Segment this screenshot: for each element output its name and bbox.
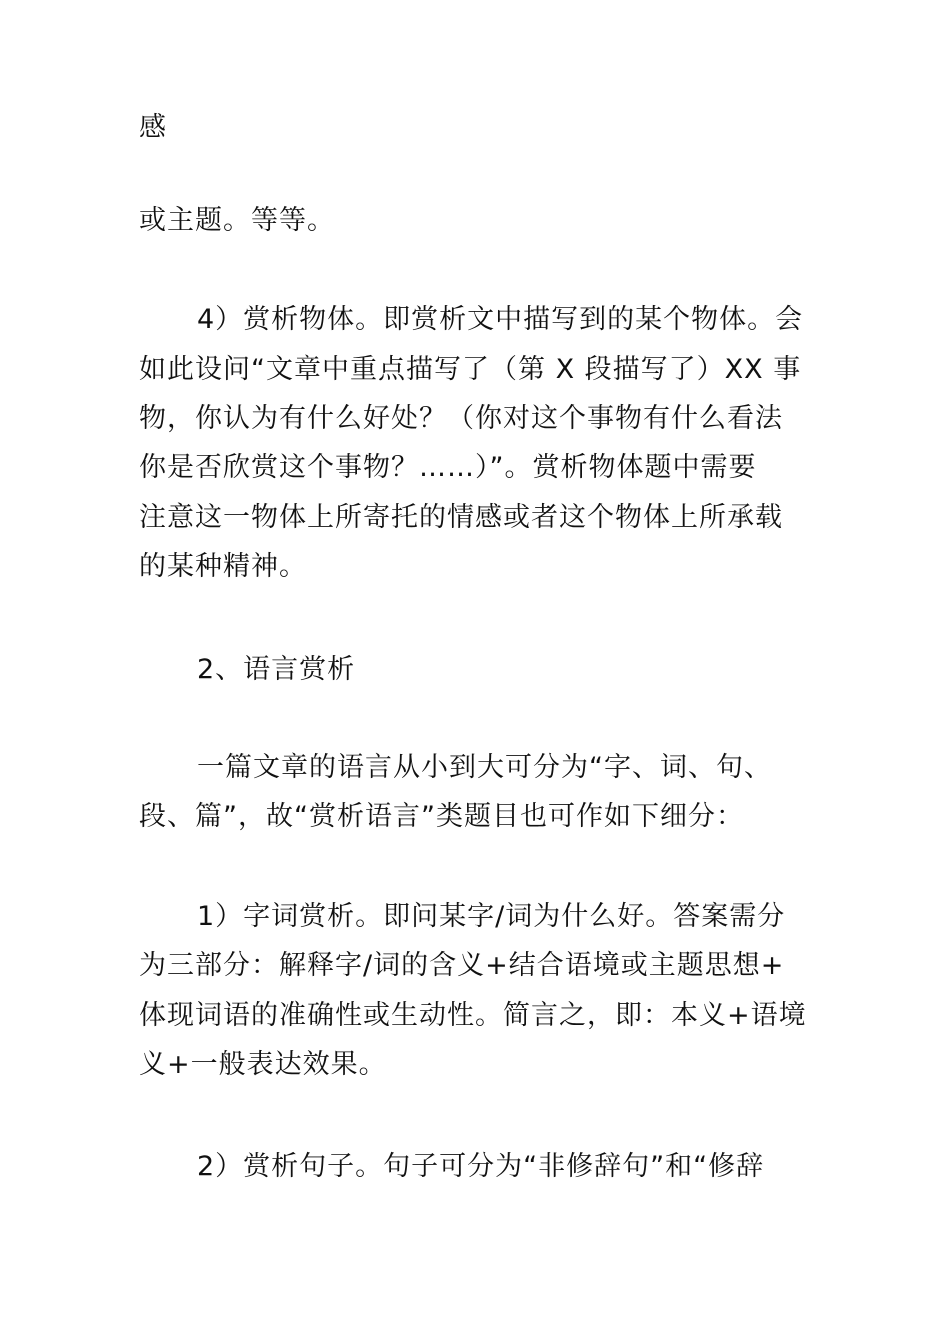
text-line-1: 感 xyxy=(139,112,167,143)
text-line-2: 或主题。等等。 xyxy=(139,205,335,236)
paragraph-4-line-3: 物，你认为有什么好处？（你对这个事物有什么看法 xyxy=(139,403,783,434)
language-intro-line-2: 段、篇”，故“赏析语言”类题目也可作如下细分： xyxy=(139,801,744,832)
word-analysis-line-4: 义+一般表达效果。 xyxy=(139,1049,387,1080)
word-analysis-line-3: 体现词语的准确性或生动性。简言之，即：本义+语境 xyxy=(139,1000,807,1031)
word-analysis-line-2: 为三部分：解释字/词的含义+结合语境或主题思想+ xyxy=(139,950,785,981)
paragraph-4-line-6: 的某种精神。 xyxy=(139,551,307,582)
paragraph-4-line-5: 注意这一物体上所寄托的情感或者这个物体上所承载 xyxy=(139,502,783,533)
sentence-analysis-line-1: 2）赏析句子。句子可分为“非修辞句”和“修辞 xyxy=(197,1151,765,1182)
language-intro-line-1: 一篇文章的语言从小到大可分为“字、词、句、 xyxy=(197,752,772,783)
paragraph-4-line-2: 如此设问“文章中重点描写了（第 X 段描写了）XX 事 xyxy=(139,354,802,385)
paragraph-4-line-4: 你是否欣赏这个事物？……）”。赏析物体题中需要 xyxy=(139,452,757,483)
section-heading-language-analysis: 2、语言赏析 xyxy=(197,654,356,685)
word-analysis-line-1: 1）字词赏析。即问某字/词为什么好。答案需分 xyxy=(197,901,786,932)
paragraph-4-line-1: 4）赏析物体。即赏析文中描写到的某个物体。会 xyxy=(197,304,804,335)
